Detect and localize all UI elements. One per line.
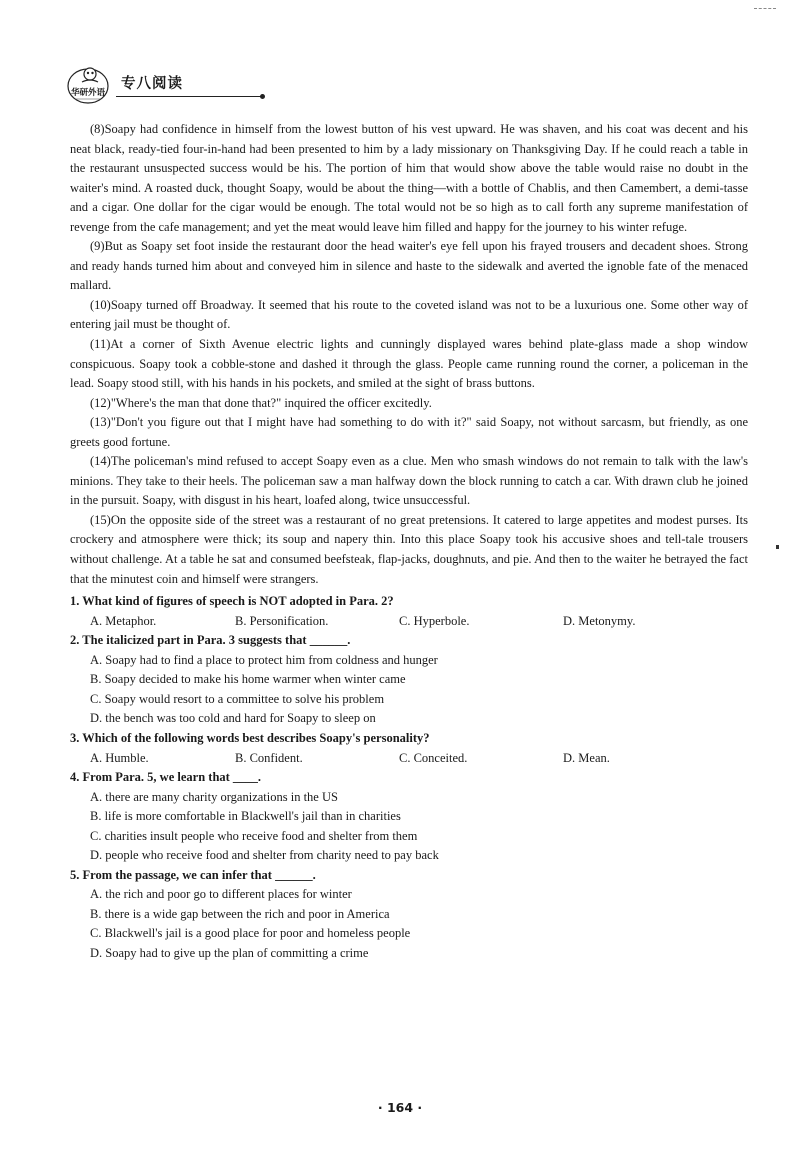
option-b: B. Confident. (235, 750, 303, 765)
header-title: 专八阅读 (121, 76, 183, 92)
logo-text: 华研外语 (70, 88, 106, 98)
question-4: 4. From Para. 5, we learn that ____. (70, 770, 262, 785)
option-b: B. there is a wide gap between the rich and poor in America (90, 906, 390, 921)
paragraph-14: (14)The policeman's mind refused to accept Soapy even as a clue. Men who smash windows do not remain to talk with the law's minions. They take to their heels. The policeman saw a man halfway down the block running to catch a car. With drawn club he joined in the pursuit. Soapy, with disgust in his heart, loafed along, twice unsuccessful. (70, 454, 748, 508)
page-number: · 164 · (377, 1100, 423, 1115)
article-body (70, 120, 748, 964)
option-a: A. there are many charity organizations in the US (90, 789, 338, 804)
option-a: A. Soapy had to find a place to protect him from coldness and hunger (90, 652, 438, 667)
page-header (66, 62, 226, 106)
corner-mark (754, 8, 776, 9)
paragraph-10: (10)Soapy turned off Broadway. It seemed that his route to the coveted island was not to be a luxurious one. Some other way of entering jail must be thought of. (70, 297, 748, 332)
option-a: A. Humble. (90, 750, 149, 765)
questions-section (70, 592, 748, 963)
question-3: 3. Which of the following words best describes Soapy's personality? (70, 730, 430, 745)
header-rule-dot (260, 94, 265, 99)
option-d: D. people who receive food and shelter from charity need to pay back (90, 848, 439, 863)
option-b: B. life is more comfortable in Blackwell's jail than in charities (90, 809, 401, 824)
option-d: D. Mean. (563, 750, 610, 765)
option-c: C. Blackwell's jail is a good place for poor and homeless people (90, 926, 411, 941)
question-3-options (70, 749, 748, 769)
option-b: B. Soapy decided to make his home warmer when winter came (90, 672, 406, 687)
huayan-logo-icon (66, 62, 118, 106)
option-c: C. Hyperbole. (399, 613, 470, 628)
paragraph-15: (15)On the opposite side of the street was a restaurant of no great pretensions. It catered to large appetites and modest purses. Its crockery and atmosphere were thick; its soup and napery thin. Into this place Soapy took his accusive shoes and tell-tale trousers without challenge. At a table he sat and consumed beefsteak, flap-jacks, doughnuts, and pie. And then to the waiter he betrayed the fact that the minutest coin and himself were strangers. (70, 512, 748, 586)
option-d: D. Metonymy. (563, 613, 636, 628)
paragraph-8: (8)Soapy had confidence in himself from the lowest button of his vest upward. He was shaven, and his coat was decent and his neat black, ready-tied four-in-hand had been presented to him by a lady missionary on Thanksgiving Day. If he could reach a table in the restaurant unsuspected success would be his. The portion of him that would show above the table would raise no doubt in the waiter's mind. A roasted duck, thought Soapy, would be about the thing—with a bottle of Chablis, and then Camembert, a demi-tasse and a cigar. One dollar for the cigar would be enough. The total would not be so high as to call forth any supreme manifestation of revenge from the cafe management; and yet the meat would leave him filled and happy for the journey to his winter refuge. (70, 122, 748, 234)
option-d: D. Soapy had to give up the plan of committing a crime (90, 945, 369, 960)
paragraph-12: (12)"Where's the man that done that?" inquired the officer excitedly. (90, 395, 432, 410)
paragraph-9: (9)But as Soapy set foot inside the restaurant door the head waiter's eye fell upon his frayed trousers and decadent shoes. Strong and ready hands turned him about and conveyed him in silence and haste to the sidewalk and averted the ignoble fate of the menaced mallard. (70, 239, 748, 293)
option-b: B. Personification. (235, 613, 329, 628)
option-a: A. Metaphor. (90, 613, 157, 628)
question-1: 1. What kind of figures of speech is NOT adopted in Para. 2? (70, 594, 394, 609)
option-a: A. the rich and poor go to different places for winter (90, 887, 352, 902)
option-d: D. the bench was too cold and hard for Soapy to sleep on (90, 711, 376, 726)
header-rule (116, 96, 262, 97)
margin-mark (776, 545, 779, 549)
question-2: 2. The italicized part in Para. 3 suggests that ______. (70, 633, 351, 648)
question-1-options (70, 612, 748, 632)
paragraph-13: (13)"Don't you figure out that I might have had something to do with it?" said Soapy, not without sarcasm, but friendly, as one greets good fortune. (70, 415, 748, 449)
option-c: C. Conceited. (399, 750, 468, 765)
question-5: 5. From the passage, we can infer that ______. (70, 867, 316, 882)
option-c: C. Soapy would resort to a committee to solve his problem (90, 691, 385, 706)
paragraph-11: (11)At a corner of Sixth Avenue electric lights and cunningly displayed wares behind plate-glass made a shop window conspicuous. Soapy took a cobble-stone and dashed it through the glass. People came running round the corner, a policeman in the lead. Soapy stood still, with his hands in his pockets, and smiled at the sight of brass buttons. (70, 337, 748, 391)
option-c: C. charities insult people who receive food and shelter from them (90, 828, 418, 843)
